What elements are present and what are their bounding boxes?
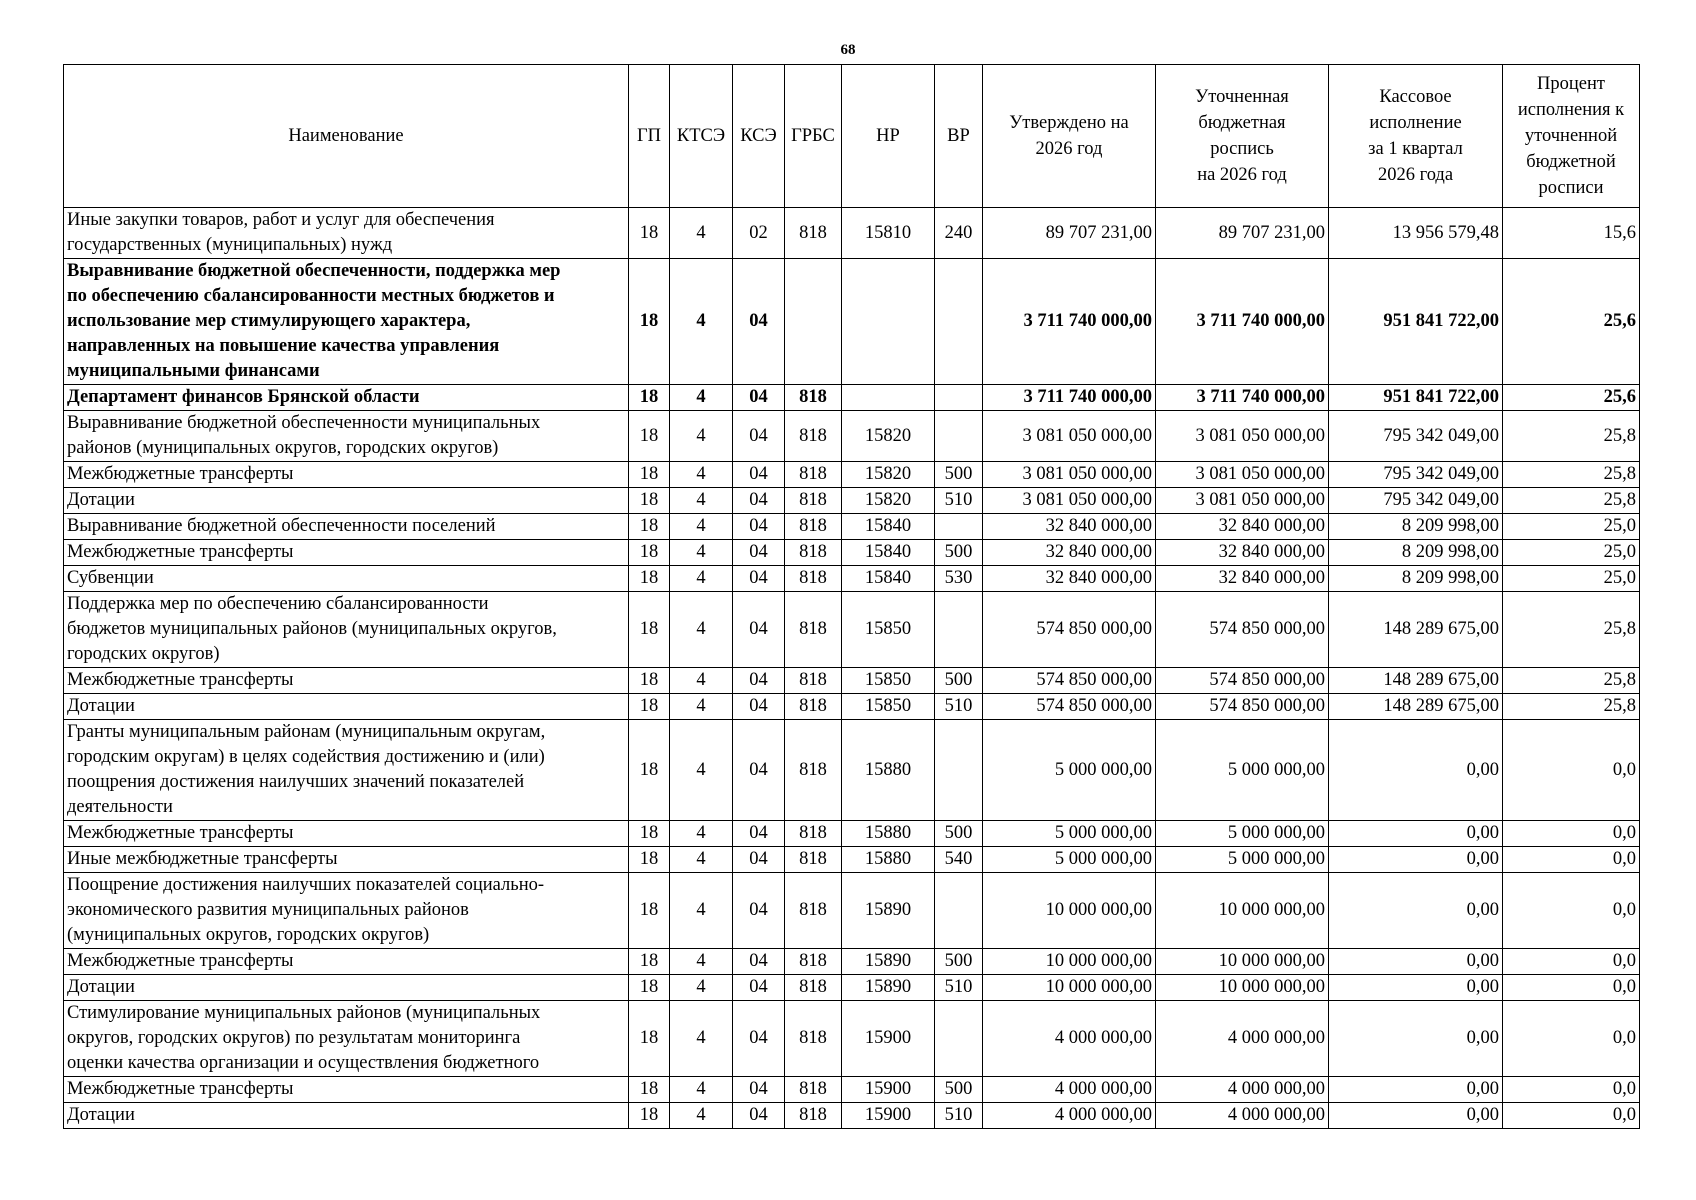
table-row [64, 873, 1640, 949]
cell-cash: 8 209 998,00 [1329, 540, 1503, 566]
cell-approved: 10 000 000,00 [983, 975, 1156, 1001]
page-number: 68 [840, 42, 856, 58]
cell-refined: 574 850 000,00 [1156, 694, 1329, 720]
cell-cash: 0,00 [1329, 720, 1503, 821]
cell-gp: 18 [629, 462, 670, 488]
cell-nr: 15900 [842, 1001, 935, 1077]
cell-refined: 32 840 000,00 [1156, 514, 1329, 540]
table-row [64, 462, 1640, 488]
cell-name [64, 259, 629, 385]
cell-kse: 04 [733, 540, 785, 566]
cell-kse: 04 [733, 411, 785, 462]
cell-refined: 32 840 000,00 [1156, 540, 1329, 566]
cell-nr: 15840 [842, 514, 935, 540]
cell-vr: 540 [935, 847, 983, 873]
cell-name [64, 720, 629, 821]
cell-approved: 3 081 050 000,00 [983, 462, 1156, 488]
cell-name [64, 208, 629, 259]
row-name-text: Межбюджетные трансферты [67, 951, 294, 971]
cell-gp: 18 [629, 488, 670, 514]
cell-cash: 8 209 998,00 [1329, 514, 1503, 540]
cell-gp: 18 [629, 694, 670, 720]
cell-ktse: 4 [670, 540, 733, 566]
cell-grbs: 818 [785, 975, 842, 1001]
cell-refined: 3 081 050 000,00 [1156, 462, 1329, 488]
cell-percent: 0,0 [1503, 975, 1640, 1001]
cell-percent: 25,8 [1503, 462, 1640, 488]
cell-refined: 4 000 000,00 [1156, 1077, 1329, 1103]
budget-table [63, 64, 1640, 1129]
row-name-text: Иные закупки товаров, работ и услуг для обеспечения государственных (муниципальных) нужд [67, 210, 495, 255]
cell-approved: 4 000 000,00 [983, 1077, 1156, 1103]
cell-approved: 10 000 000,00 [983, 873, 1156, 949]
cell-cash: 0,00 [1329, 1077, 1503, 1103]
cell-name [64, 694, 629, 720]
table-row [64, 488, 1640, 514]
row-name-text: Поощрение достижения наилучших показателей социально- экономического развития муниципальных районов (муниципальных округов, городских округов) [67, 875, 545, 945]
cell-vr: 500 [935, 462, 983, 488]
cell-kse: 04 [733, 462, 785, 488]
cell-name [64, 949, 629, 975]
table-row [64, 949, 1640, 975]
cell-nr: 15880 [842, 821, 935, 847]
cell-nr [842, 385, 935, 411]
cell-gp: 18 [629, 566, 670, 592]
header-nr: НР [842, 65, 935, 208]
row-name-text: Иные межбюджетные трансферты [67, 849, 338, 869]
cell-grbs: 818 [785, 720, 842, 821]
cell-percent: 0,0 [1503, 1001, 1640, 1077]
cell-grbs: 818 [785, 385, 842, 411]
cell-nr: 15840 [842, 540, 935, 566]
table-body [64, 208, 1640, 1129]
cell-gp: 18 [629, 514, 670, 540]
cell-cash: 148 289 675,00 [1329, 668, 1503, 694]
cell-refined: 32 840 000,00 [1156, 566, 1329, 592]
cell-name [64, 873, 629, 949]
cell-vr [935, 411, 983, 462]
cell-ktse: 4 [670, 462, 733, 488]
cell-nr: 15820 [842, 462, 935, 488]
cell-grbs: 818 [785, 873, 842, 949]
cell-ktse: 4 [670, 821, 733, 847]
header-vr: ВР [935, 65, 983, 208]
cell-kse: 04 [733, 694, 785, 720]
cell-cash: 0,00 [1329, 1103, 1503, 1129]
row-name-text: Гранты муниципальным районам (муниципальным округам, городским округам) в целях содействия достижению и (или) поощрения достижения наилучших значений показателей деятельности [67, 722, 546, 817]
cell-vr [935, 720, 983, 821]
cell-nr: 15890 [842, 873, 935, 949]
header-name: Наименование [64, 65, 629, 208]
cell-cash: 795 342 049,00 [1329, 488, 1503, 514]
cell-cash: 0,00 [1329, 975, 1503, 1001]
cell-ktse: 4 [670, 873, 733, 949]
table-row [64, 566, 1640, 592]
cell-kse: 04 [733, 720, 785, 821]
cell-ktse: 4 [670, 1077, 733, 1103]
cell-gp: 18 [629, 592, 670, 668]
cell-percent: 25,8 [1503, 668, 1640, 694]
cell-refined: 89 707 231,00 [1156, 208, 1329, 259]
cell-name [64, 488, 629, 514]
cell-gp: 18 [629, 259, 670, 385]
cell-vr: 510 [935, 1103, 983, 1129]
row-name-text: Дотации [67, 696, 135, 716]
cell-nr: 15820 [842, 488, 935, 514]
cell-grbs: 818 [785, 949, 842, 975]
table-header-row [64, 65, 1640, 208]
cell-gp: 18 [629, 975, 670, 1001]
cell-vr: 500 [935, 949, 983, 975]
cell-name [64, 1001, 629, 1077]
cell-name [64, 385, 629, 411]
cell-nr: 15850 [842, 668, 935, 694]
table-row [64, 411, 1640, 462]
cell-approved: 4 000 000,00 [983, 1001, 1156, 1077]
row-name-text: Выравнивание бюджетной обеспеченности, поддержка мер по обеспечению сбалансированности местных бюджетов и использование мер стимулирующего характера, направленных на повышение качества управления муниципальными финансами [67, 261, 561, 381]
cell-vr [935, 514, 983, 540]
cell-approved: 89 707 231,00 [983, 208, 1156, 259]
table-row [64, 208, 1640, 259]
cell-grbs: 818 [785, 821, 842, 847]
table-row [64, 847, 1640, 873]
cell-cash: 795 342 049,00 [1329, 411, 1503, 462]
table-row [64, 1001, 1640, 1077]
cell-grbs: 818 [785, 208, 842, 259]
cell-approved: 3 081 050 000,00 [983, 411, 1156, 462]
cell-ktse: 4 [670, 411, 733, 462]
cell-name [64, 540, 629, 566]
cell-kse: 04 [733, 975, 785, 1001]
cell-refined: 574 850 000,00 [1156, 592, 1329, 668]
cell-ktse: 4 [670, 847, 733, 873]
cell-refined: 574 850 000,00 [1156, 668, 1329, 694]
cell-grbs: 818 [785, 1077, 842, 1103]
cell-ktse: 4 [670, 949, 733, 975]
table-row [64, 514, 1640, 540]
row-name-text: Субвенции [67, 568, 154, 588]
cell-percent: 0,0 [1503, 1103, 1640, 1129]
cell-approved: 574 850 000,00 [983, 668, 1156, 694]
cell-vr: 500 [935, 668, 983, 694]
cell-cash: 8 209 998,00 [1329, 566, 1503, 592]
cell-ktse: 4 [670, 385, 733, 411]
cell-kse: 04 [733, 847, 785, 873]
cell-nr [842, 259, 935, 385]
cell-refined: 10 000 000,00 [1156, 949, 1329, 975]
cell-ktse: 4 [670, 259, 733, 385]
cell-ktse: 4 [670, 566, 733, 592]
cell-vr: 530 [935, 566, 983, 592]
table-row [64, 385, 1640, 411]
cell-percent: 15,6 [1503, 208, 1640, 259]
cell-nr: 15900 [842, 1077, 935, 1103]
cell-kse: 02 [733, 208, 785, 259]
row-name-text: Межбюджетные трансферты [67, 542, 294, 562]
header-cash: Кассовое исполнение за 1 квартал 2026 года [1329, 65, 1503, 208]
cell-refined: 3 081 050 000,00 [1156, 411, 1329, 462]
row-name-text: Дотации [67, 977, 135, 997]
table-row [64, 540, 1640, 566]
cell-grbs: 818 [785, 514, 842, 540]
cell-grbs: 818 [785, 592, 842, 668]
cell-ktse: 4 [670, 975, 733, 1001]
cell-name [64, 514, 629, 540]
cell-refined: 10 000 000,00 [1156, 873, 1329, 949]
cell-name [64, 1077, 629, 1103]
cell-refined: 5 000 000,00 [1156, 821, 1329, 847]
cell-cash: 13 956 579,48 [1329, 208, 1503, 259]
cell-refined: 3 081 050 000,00 [1156, 488, 1329, 514]
cell-gp: 18 [629, 208, 670, 259]
cell-grbs [785, 259, 842, 385]
cell-kse: 04 [733, 592, 785, 668]
cell-gp: 18 [629, 1077, 670, 1103]
table-row [64, 259, 1640, 385]
cell-name [64, 411, 629, 462]
cell-cash: 148 289 675,00 [1329, 694, 1503, 720]
header-gp: ГП [629, 65, 670, 208]
cell-nr: 15840 [842, 566, 935, 592]
cell-gp: 18 [629, 668, 670, 694]
cell-cash: 0,00 [1329, 821, 1503, 847]
cell-gp: 18 [629, 385, 670, 411]
cell-refined: 5 000 000,00 [1156, 720, 1329, 821]
row-name-text: Поддержка мер по обеспечению сбалансированности бюджетов муниципальных районов (муниципальных округов, городских округов) [67, 594, 557, 664]
cell-grbs: 818 [785, 1001, 842, 1077]
table-row [64, 720, 1640, 821]
cell-approved: 32 840 000,00 [983, 514, 1156, 540]
cell-vr: 510 [935, 694, 983, 720]
cell-grbs: 818 [785, 540, 842, 566]
cell-name [64, 592, 629, 668]
cell-cash: 0,00 [1329, 949, 1503, 975]
table-row [64, 1103, 1640, 1129]
cell-grbs: 818 [785, 1103, 842, 1129]
cell-ktse: 4 [670, 208, 733, 259]
cell-percent: 25,8 [1503, 488, 1640, 514]
cell-refined: 4 000 000,00 [1156, 1001, 1329, 1077]
cell-percent: 25,0 [1503, 514, 1640, 540]
cell-gp: 18 [629, 949, 670, 975]
cell-grbs: 818 [785, 847, 842, 873]
cell-ktse: 4 [670, 592, 733, 668]
cell-ktse: 4 [670, 514, 733, 540]
row-name-text: Департамент финансов Брянской области [67, 387, 420, 407]
cell-cash: 951 841 722,00 [1329, 259, 1503, 385]
cell-vr: 240 [935, 208, 983, 259]
cell-approved: 32 840 000,00 [983, 540, 1156, 566]
cell-ktse: 4 [670, 694, 733, 720]
cell-percent: 0,0 [1503, 1077, 1640, 1103]
cell-refined: 3 711 740 000,00 [1156, 385, 1329, 411]
cell-kse: 04 [733, 1001, 785, 1077]
cell-refined: 10 000 000,00 [1156, 975, 1329, 1001]
cell-ktse: 4 [670, 488, 733, 514]
cell-kse: 04 [733, 949, 785, 975]
cell-name [64, 462, 629, 488]
cell-percent: 25,8 [1503, 592, 1640, 668]
cell-approved: 3 711 740 000,00 [983, 385, 1156, 411]
cell-nr: 15850 [842, 592, 935, 668]
cell-kse: 04 [733, 873, 785, 949]
row-name-text: Выравнивание бюджетной обеспеченности муниципальных районов (муниципальных округов, городских округов) [67, 413, 541, 458]
cell-percent: 25,0 [1503, 566, 1640, 592]
cell-refined: 3 711 740 000,00 [1156, 259, 1329, 385]
cell-percent: 25,0 [1503, 540, 1640, 566]
cell-ktse: 4 [670, 1103, 733, 1129]
table-row [64, 821, 1640, 847]
row-name-text: Стимулирование муниципальных районов (муниципальных округов, городских округов) по результатам мониторинга оценки качества организации и осуществления бюджетного [67, 1003, 541, 1073]
cell-refined: 4 000 000,00 [1156, 1103, 1329, 1129]
cell-kse: 04 [733, 385, 785, 411]
header-grbs: ГРБС [785, 65, 842, 208]
cell-nr: 15850 [842, 694, 935, 720]
cell-kse: 04 [733, 1103, 785, 1129]
cell-gp: 18 [629, 411, 670, 462]
cell-vr: 510 [935, 488, 983, 514]
cell-approved: 5 000 000,00 [983, 847, 1156, 873]
header-approved: Утверждено на 2026 год [983, 65, 1156, 208]
cell-percent: 25,6 [1503, 259, 1640, 385]
cell-kse: 04 [733, 259, 785, 385]
cell-name [64, 821, 629, 847]
cell-approved: 3 711 740 000,00 [983, 259, 1156, 385]
cell-nr: 15810 [842, 208, 935, 259]
table-row [64, 1077, 1640, 1103]
table-row [64, 592, 1640, 668]
cell-vr [935, 592, 983, 668]
table-row [64, 668, 1640, 694]
cell-cash: 795 342 049,00 [1329, 462, 1503, 488]
cell-kse: 04 [733, 1077, 785, 1103]
cell-approved: 574 850 000,00 [983, 694, 1156, 720]
cell-nr: 15900 [842, 1103, 935, 1129]
cell-nr: 15880 [842, 720, 935, 821]
row-name-text: Выравнивание бюджетной обеспеченности поселений [67, 516, 496, 536]
cell-gp: 18 [629, 1103, 670, 1129]
cell-approved: 5 000 000,00 [983, 821, 1156, 847]
cell-kse: 04 [733, 488, 785, 514]
cell-cash: 148 289 675,00 [1329, 592, 1503, 668]
cell-gp: 18 [629, 540, 670, 566]
cell-percent: 0,0 [1503, 720, 1640, 821]
cell-name [64, 668, 629, 694]
cell-percent: 25,8 [1503, 411, 1640, 462]
cell-cash: 0,00 [1329, 847, 1503, 873]
cell-grbs: 818 [785, 668, 842, 694]
cell-cash: 951 841 722,00 [1329, 385, 1503, 411]
cell-grbs: 818 [785, 411, 842, 462]
cell-approved: 32 840 000,00 [983, 566, 1156, 592]
cell-kse: 04 [733, 821, 785, 847]
cell-gp: 18 [629, 821, 670, 847]
cell-kse: 04 [733, 668, 785, 694]
row-name-text: Межбюджетные трансферты [67, 670, 294, 690]
cell-vr [935, 1001, 983, 1077]
cell-cash: 0,00 [1329, 873, 1503, 949]
cell-approved: 10 000 000,00 [983, 949, 1156, 975]
cell-vr [935, 873, 983, 949]
cell-refined: 5 000 000,00 [1156, 847, 1329, 873]
cell-name [64, 1103, 629, 1129]
row-name-text: Межбюджетные трансферты [67, 823, 294, 843]
cell-ktse: 4 [670, 668, 733, 694]
cell-grbs: 818 [785, 488, 842, 514]
cell-approved: 4 000 000,00 [983, 1103, 1156, 1129]
cell-grbs: 818 [785, 566, 842, 592]
header-kse: КСЭ [733, 65, 785, 208]
cell-percent: 0,0 [1503, 847, 1640, 873]
cell-gp: 18 [629, 847, 670, 873]
cell-vr: 500 [935, 540, 983, 566]
cell-vr: 500 [935, 821, 983, 847]
cell-vr: 510 [935, 975, 983, 1001]
cell-percent: 25,8 [1503, 694, 1640, 720]
row-name-text: Дотации [67, 490, 135, 510]
cell-percent: 25,6 [1503, 385, 1640, 411]
cell-nr: 15820 [842, 411, 935, 462]
cell-approved: 574 850 000,00 [983, 592, 1156, 668]
header-ktse: КТСЭ [670, 65, 733, 208]
cell-vr [935, 259, 983, 385]
cell-name [64, 847, 629, 873]
cell-gp: 18 [629, 1001, 670, 1077]
cell-vr: 500 [935, 1077, 983, 1103]
cell-approved: 5 000 000,00 [983, 720, 1156, 821]
row-name-text: Межбюджетные трансферты [67, 1079, 294, 1099]
cell-name [64, 566, 629, 592]
header-percent: Процент исполнения к уточненной бюджетной росписи [1503, 65, 1640, 208]
table-row [64, 975, 1640, 1001]
cell-approved: 3 081 050 000,00 [983, 488, 1156, 514]
cell-grbs: 818 [785, 694, 842, 720]
cell-kse: 04 [733, 566, 785, 592]
row-name-text: Дотации [67, 1105, 135, 1125]
cell-kse: 04 [733, 514, 785, 540]
row-name-text: Межбюджетные трансферты [67, 464, 294, 484]
cell-nr: 15890 [842, 975, 935, 1001]
cell-ktse: 4 [670, 720, 733, 821]
cell-nr: 15890 [842, 949, 935, 975]
table-row [64, 694, 1640, 720]
cell-percent: 0,0 [1503, 949, 1640, 975]
cell-percent: 0,0 [1503, 873, 1640, 949]
cell-vr [935, 385, 983, 411]
cell-name [64, 975, 629, 1001]
cell-nr: 15880 [842, 847, 935, 873]
cell-grbs: 818 [785, 462, 842, 488]
cell-cash: 0,00 [1329, 1001, 1503, 1077]
cell-gp: 18 [629, 720, 670, 821]
cell-percent: 0,0 [1503, 821, 1640, 847]
cell-gp: 18 [629, 873, 670, 949]
header-refined: Уточненная бюджетная роспись на 2026 год [1156, 65, 1329, 208]
cell-ktse: 4 [670, 1001, 733, 1077]
